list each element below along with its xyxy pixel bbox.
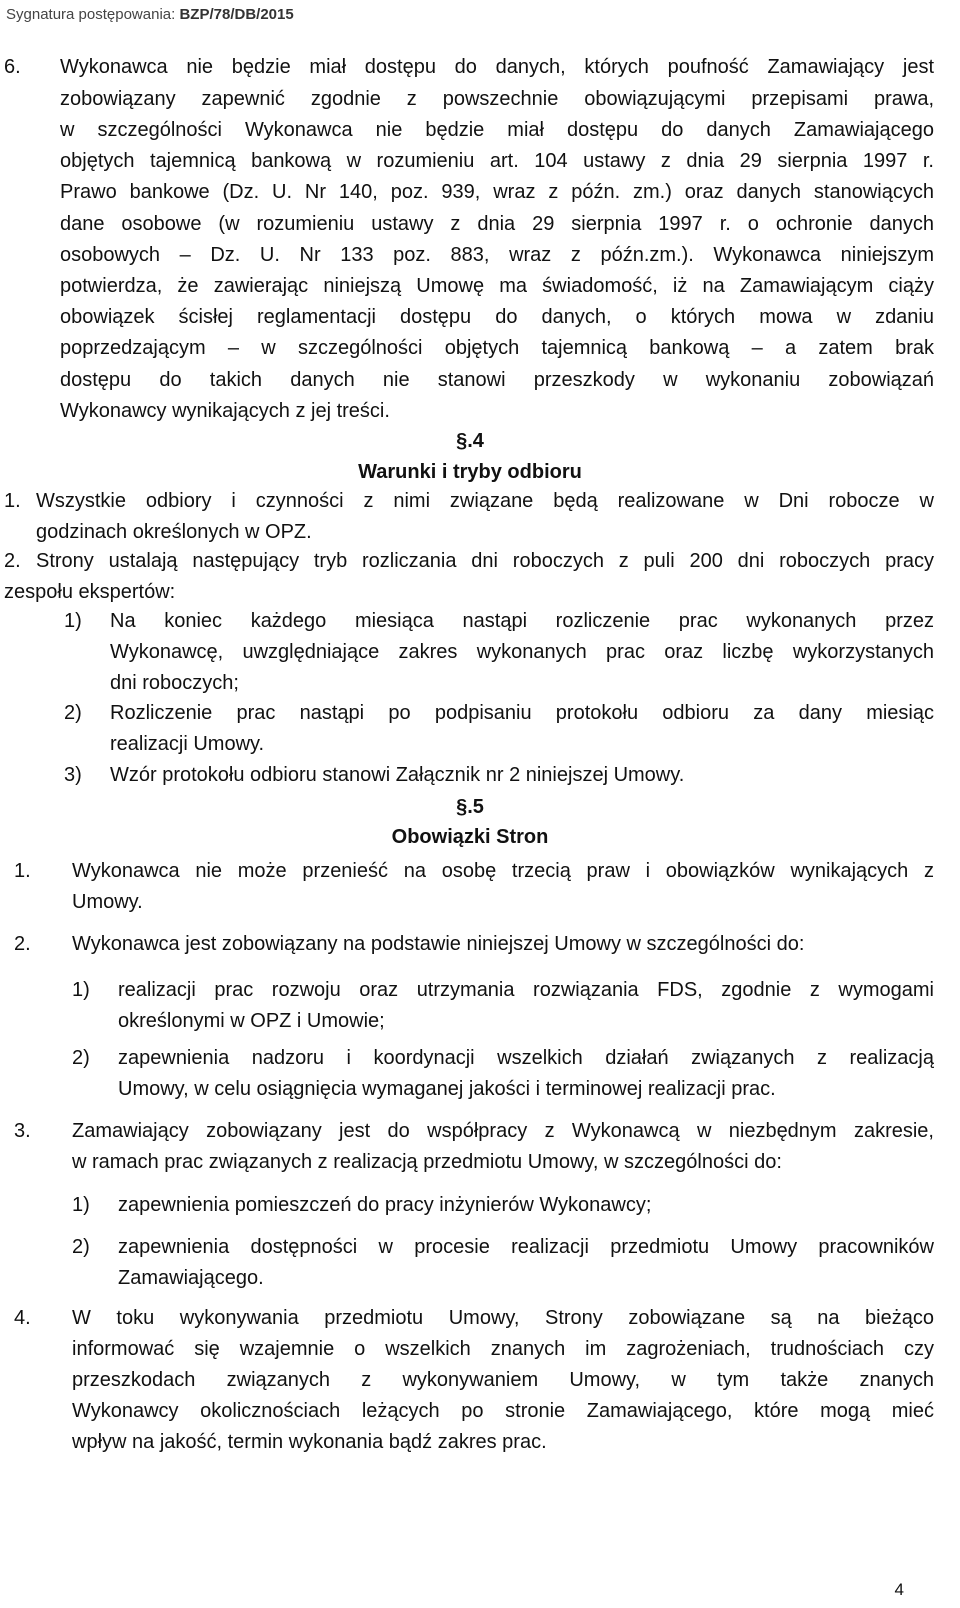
paragraph-line: objętych tajemnicą bankową w rozumieniu art. 104 ustawy z dnia 29 sierpnia 1997 r. [60, 150, 934, 172]
paragraph-line: poprzedzającym – w szczególności objętych tajemnicą bankową – a zatem brak [60, 337, 934, 359]
paragraph-line: zobowiązany zapewnić zgodnie z powszechnie obowiązującymi przepisami prawa, [60, 88, 934, 110]
paragraph-line: określonymi w OPZ i Umowie; [118, 1010, 385, 1032]
paragraph-line: dni roboczych; [110, 672, 239, 694]
paragraph-line: wpływ na jakość, termin wykonania bądź zakres prac. [72, 1431, 547, 1453]
sub-item-number: 2) [64, 702, 82, 724]
signature-value: BZP/78/DB/2015 [179, 6, 294, 23]
sub-item-number: 1) [64, 610, 82, 632]
paragraph-line: Umowy. [72, 891, 143, 913]
paragraph-line: W toku wykonywania przedmiotu Umowy, Strony zobowiązane są na bieżąco [72, 1307, 934, 1329]
paragraph-line: Wykonawcy okolicznościach leżących po stronie Zamawiającego, które mogą mieć [72, 1400, 934, 1422]
sub-item-number: 1) [72, 979, 90, 1001]
item-number: 2. [14, 933, 31, 955]
paragraph-line: Wykonawcy wynikających z jej treści. [60, 400, 390, 422]
signature-label: Sygnatura postępowania: [6, 6, 176, 23]
paragraph-line: Wykonawcę, uwzględniające zakres wykonanych prac oraz liczbę wykorzystanych [110, 641, 934, 663]
paragraph-line: Rozliczenie prac nastąpi po podpisaniu protokołu odbioru za dany miesiąc [110, 702, 934, 724]
paragraph-line: Wzór protokołu odbioru stanowi Załącznik nr 2 niniejszej Umowy. [110, 764, 685, 786]
item-number: 1. [14, 860, 31, 882]
paragraph-line: Prawo bankowe (Dz. U. Nr 140, poz. 939, wraz z późn. zm.) oraz danych stanowiących [60, 181, 934, 203]
paragraph-line: Na koniec każdego miesiąca nastąpi rozliczenie prac wykonanych przez [110, 610, 934, 632]
paragraph-line: Zamawiającego. [118, 1267, 264, 1289]
paragraph-line: godzinach określonych w OPZ. [36, 521, 312, 543]
signature-header [6, 6, 294, 23]
paragraph-line: w ramach prac związanych z realizacją przedmiotu Umowy, w szczególności do: [72, 1151, 782, 1173]
section-number: §.5 [456, 796, 484, 818]
sub-item-number: 3) [64, 764, 82, 786]
paragraph-line: Wykonawca jest zobowiązany na podstawie niniejszej Umowy w szczególności do: [72, 933, 805, 955]
paragraph-line: dostępu do takich danych nie stanowi przeszkody w wykonaniu zobowiązań [60, 369, 934, 391]
paragraph-line: Strony ustalają następujący tryb rozliczania dni roboczych z puli 200 dni roboczych pracy [36, 550, 934, 572]
paragraph-line: zapewnienia nadzoru i koordynacji wszelkich działań związanych z realizacją [118, 1047, 934, 1069]
item-number: 6. [4, 56, 21, 78]
paragraph-line: w szczególności Wykonawca nie będzie miał dostępu do danych Zamawiającego [60, 119, 934, 141]
paragraph-line: przeszkodach związanych z wykonywaniem Umowy, w tym także znanych [72, 1369, 934, 1391]
item-number: 3. [14, 1120, 31, 1142]
section-number: §.4 [456, 430, 484, 452]
item-number: 2. [4, 550, 21, 572]
sub-item-number: 2) [72, 1047, 90, 1069]
paragraph-line: Umowy, w celu osiągnięcia wymaganej jakości i terminowej realizacji prac. [118, 1078, 776, 1100]
sub-item-number: 2) [72, 1236, 90, 1258]
paragraph-line: osobowych – Dz. U. Nr 133 poz. 883, wraz z późn.zm.). Wykonawca niniejszym [60, 244, 934, 266]
section-title: Obowiązki Stron [391, 826, 549, 848]
paragraph-line: zapewnienia pomieszczeń do pracy inżynierów Wykonawcy; [118, 1194, 652, 1216]
paragraph-line: dane osobowe (w rozumieniu ustawy z dnia 29 sierpnia 1997 r. o ochronie danych [60, 213, 934, 235]
paragraph-line: Wykonawca nie może przenieść na osobę trzecią praw i obowiązków wynikających z [72, 860, 934, 882]
paragraph-line: realizacji Umowy. [110, 733, 265, 755]
paragraph-line: Wszystkie odbiory i czynności z nimi związane będą realizowane w Dni robocze w [36, 490, 934, 512]
paragraph-line: zespołu ekspertów: [4, 581, 176, 603]
page-number: 4 [894, 1580, 904, 1599]
paragraph-line: informować się wzajemnie o wszelkich znanych im zagrożeniach, trudnościach czy [72, 1338, 934, 1360]
paragraph-line: obowiązek ścisłej reglamentacji dostępu do danych, o których mowa w zdaniu [60, 306, 934, 328]
paragraph-line: zapewnienia dostępności w procesie realizacji przedmiotu Umowy pracowników [118, 1236, 934, 1258]
paragraph-line: Zamawiający zobowiązany jest do współpracy z Wykonawcą w niezbędnym zakresie, [72, 1120, 934, 1142]
section-title: Warunki i tryby odbioru [358, 461, 582, 483]
item-number: 4. [14, 1307, 31, 1329]
paragraph-line: realizacji prac rozwoju oraz utrzymania rozwiązania FDS, zgodnie z wymogami [118, 979, 934, 1001]
sub-item-number: 1) [72, 1194, 90, 1216]
paragraph-line: potwierdza, że zawierając niniejszą Umowę ma świadomość, iż na Zamawiającym ciąży [60, 275, 934, 297]
item-number: 1. [4, 490, 21, 512]
paragraph-line: Wykonawca nie będzie miał dostępu do danych, których poufność Zamawiający jest [60, 56, 934, 78]
